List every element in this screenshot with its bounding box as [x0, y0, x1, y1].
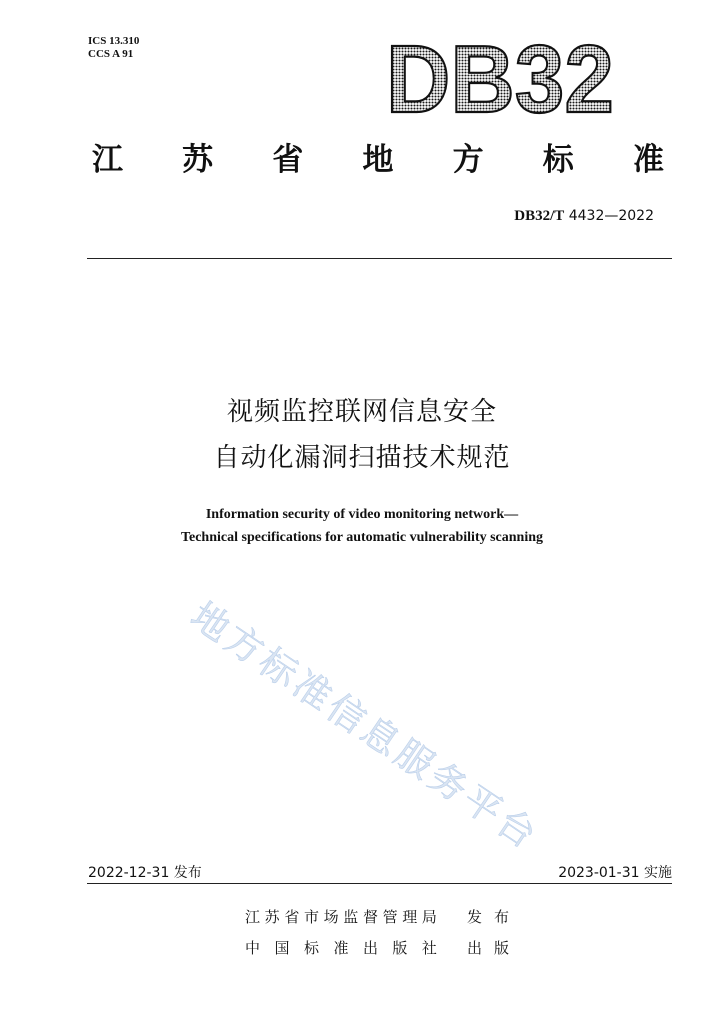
standard-type-char: 苏: [182, 142, 214, 178]
publisher-org-char: 国: [274, 939, 290, 957]
publisher-org-char: 中: [245, 939, 261, 957]
publisher-action-char: 出: [467, 939, 483, 957]
standard-type-char: 准: [632, 142, 664, 178]
publisher-org-char: 管: [382, 908, 398, 926]
standard-type-char: 地: [362, 142, 394, 178]
standard-type-char: 江: [92, 142, 123, 178]
watermark-text: 地方标准信息服务平台: [182, 593, 547, 859]
title-cn-line2: 自动化漏洞扫描技术规范: [213, 443, 511, 473]
publisher-org-char: 市: [303, 908, 319, 926]
publisher-org-char: 场: [323, 908, 339, 926]
publisher-org-char: 省: [284, 908, 300, 926]
publisher-org-char: 理: [402, 908, 418, 926]
header-divider: [87, 258, 672, 259]
publisher-row: [245, 937, 509, 958]
issue-date: 2022-12-31 发布: [88, 865, 202, 881]
title-en-line1: Information security of video monitoring network—: [205, 507, 519, 522]
title-en-line2: Technical specifications for automatic vulnerability scanning: [180, 530, 544, 545]
publisher-org-char: 准: [333, 939, 349, 957]
standard-number-rest: 4432—2022: [564, 208, 654, 224]
publisher-org-char: 江: [245, 908, 261, 926]
publisher-action: [467, 906, 509, 927]
publisher-org: [245, 906, 437, 927]
standard-type-char: 方: [452, 142, 484, 178]
publisher-org-char: 版: [392, 939, 408, 957]
publisher-org-char: 监: [343, 908, 359, 926]
publisher-action-char: 布: [493, 908, 509, 926]
title-cn-line1: 视频监控联网信息安全: [226, 397, 497, 427]
classification-codes: [88, 35, 139, 61]
publisher-org-char: 出: [362, 939, 378, 957]
standard-number-prefix: DB32/T: [514, 208, 565, 224]
publisher-row: [245, 906, 509, 927]
standard-type-char: 标: [542, 142, 574, 178]
publisher-org-char: 苏: [264, 908, 280, 926]
publisher-org-char: 督: [362, 908, 378, 926]
footer-divider: [87, 883, 672, 884]
implement-date: 2023-01-31 实施: [558, 865, 672, 881]
publisher-org: [245, 937, 437, 958]
publisher-action-char: 发: [467, 908, 483, 926]
standard-type-title: [92, 138, 664, 182]
standard-number: [514, 208, 654, 225]
db32-logo-text: DB32: [386, 26, 614, 126]
publisher-org-char: 社: [421, 939, 437, 957]
db32-logo: [380, 26, 620, 126]
publisher-action-char: 版: [493, 939, 509, 957]
publisher-action: [467, 937, 509, 958]
ics-code: ICS 13.310: [88, 35, 140, 47]
ccs-code: CCS A 91: [88, 48, 134, 60]
standard-type-char: 省: [272, 142, 304, 178]
publisher-org-char: 标: [303, 939, 319, 957]
publisher-org-char: 局: [421, 908, 437, 926]
